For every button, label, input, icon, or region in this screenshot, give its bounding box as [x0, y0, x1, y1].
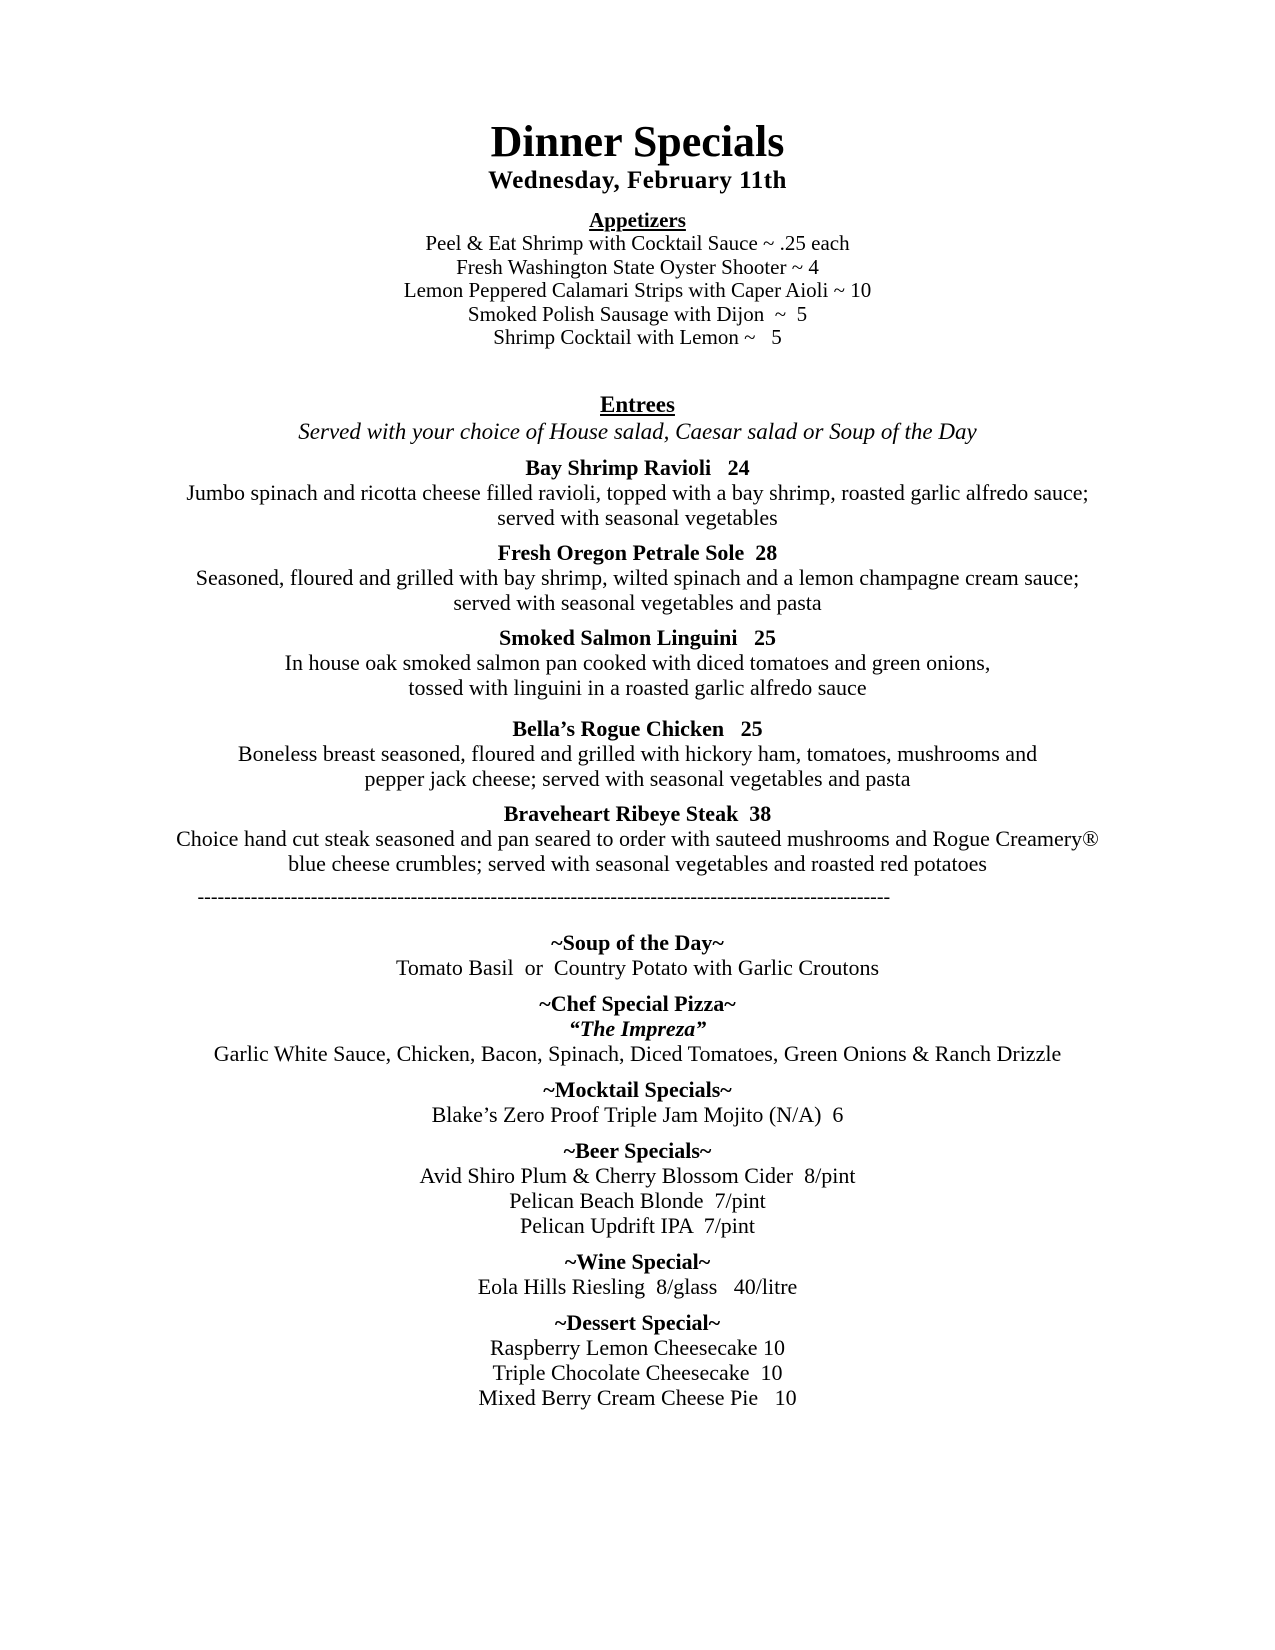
- entree-item: [0, 540, 1275, 615]
- dessert-item: Raspberry Lemon Cheesecake 10: [489, 1334, 786, 1360]
- beer-item: Avid Shiro Plum & Cherry Blossom Cider 8/pint: [419, 1162, 856, 1188]
- appetizer-item: Lemon Peppered Calamari Strips with Caper Aioli ~ 10: [403, 278, 872, 302]
- beer-heading: ~Beer Specials~: [563, 1137, 712, 1163]
- page-title: Dinner Specials: [490, 117, 785, 166]
- wine-item: Eola Hills Riesling 8/glass 40/litre: [477, 1273, 798, 1299]
- mocktail-heading: ~Mocktail Specials~: [543, 1076, 732, 1102]
- pizza-name: “The Impreza”: [568, 1015, 707, 1041]
- entree-item: [0, 625, 1275, 700]
- entree-name: Bella’s Rogue Chicken 25: [512, 715, 763, 741]
- wine-heading: ~Wine Special~: [564, 1248, 711, 1274]
- appetizers-heading: Appetizers: [589, 208, 686, 232]
- soup-section: [0, 930, 1275, 980]
- entree-description: tossed with linguini in a roasted garlic alfredo sauce: [408, 674, 867, 700]
- appetizer-item: Fresh Washington State Oyster Shooter ~ 4: [456, 254, 819, 279]
- entree-description: In house oak smoked salmon pan cooked with diced tomatoes and green onions,: [284, 649, 991, 675]
- entree-description: Choice hand cut steak seasoned and pan seared to order with sauteed mushrooms and Rogue Creamery®: [176, 825, 1099, 851]
- entree-description: blue cheese crumbles; served with seasonal vegetables and roasted red potatoes: [288, 850, 987, 876]
- soup-item: Tomato Basil or Country Potato with Garlic Croutons: [395, 954, 880, 980]
- entrees-heading: Entrees: [600, 391, 675, 417]
- entree-item: [0, 801, 1275, 876]
- pizza-heading: ~Chef Special Pizza~: [539, 990, 736, 1016]
- appetizers-section: [0, 208, 1275, 350]
- entree-description: served with seasonal vegetables: [497, 504, 778, 530]
- mocktail-section: [0, 1077, 1275, 1127]
- entrees-note: Served with your choice of House salad, Caesar salad or Soup of the Day: [298, 418, 977, 444]
- beer-section: [0, 1138, 1275, 1238]
- entree-description: Boneless breast seasoned, floured and grilled with hickory ham, tomatoes, mushrooms and: [237, 740, 1038, 766]
- dessert-item: Mixed Berry Cream Cheese Pie 10: [478, 1384, 797, 1410]
- entree-description: served with seasonal vegetables and pasta: [453, 589, 822, 615]
- mocktail-item: Blake’s Zero Proof Triple Jam Mojito (N/A) 6: [431, 1101, 844, 1127]
- wine-section: [0, 1249, 1275, 1299]
- dessert-heading: ~Dessert Special~: [554, 1309, 721, 1335]
- entree-description: Jumbo spinach and ricotta cheese filled ravioli, topped with a bay shrimp, roasted garlic alfredo sauce;: [186, 479, 1089, 505]
- appetizer-item: Shrimp Cocktail with Lemon ~ 5: [493, 325, 782, 349]
- entree-item: [0, 455, 1275, 530]
- dessert-item: Triple Chocolate Cheesecake 10: [492, 1359, 783, 1385]
- entree-description: Seasoned, floured and grilled with bay shrimp, wilted spinach and a lemon champagne cream sauce;: [195, 564, 1080, 590]
- entree-name: Fresh Oregon Petrale Sole 28: [497, 539, 778, 565]
- soup-heading: ~Soup of the Day~: [551, 929, 724, 955]
- dessert-section: [0, 1310, 1275, 1410]
- entree-name: Smoked Salmon Linguini 25: [499, 624, 776, 650]
- appetizer-item: Peel & Eat Shrimp with Cocktail Sauce ~ .25 each: [425, 231, 850, 255]
- pizza-description: Garlic White Sauce, Chicken, Bacon, Spinach, Diced Tomatoes, Green Onions & Ranch Drizzle: [213, 1040, 1062, 1066]
- entree-item: [0, 716, 1275, 791]
- pizza-section: [0, 991, 1275, 1066]
- page-date: Wednesday, February 11th: [488, 167, 787, 194]
- entrees-section: [0, 392, 1275, 876]
- entree-name: Bay Shrimp Ravioli 24: [525, 454, 750, 480]
- entree-name: Braveheart Ribeye Steak 38: [503, 800, 772, 826]
- appetizer-item: Smoked Polish Sausage with Dijon ~ 5: [467, 301, 808, 326]
- dashed-divider: --------------------------------------------------------------------------------------------------------: [197, 885, 891, 908]
- beer-item: Pelican Beach Blonde 7/pint: [509, 1187, 766, 1213]
- entree-description: pepper jack cheese; served with seasonal vegetables and pasta: [364, 765, 911, 791]
- beer-item: Pelican Updrift IPA 7/pint: [519, 1212, 756, 1238]
